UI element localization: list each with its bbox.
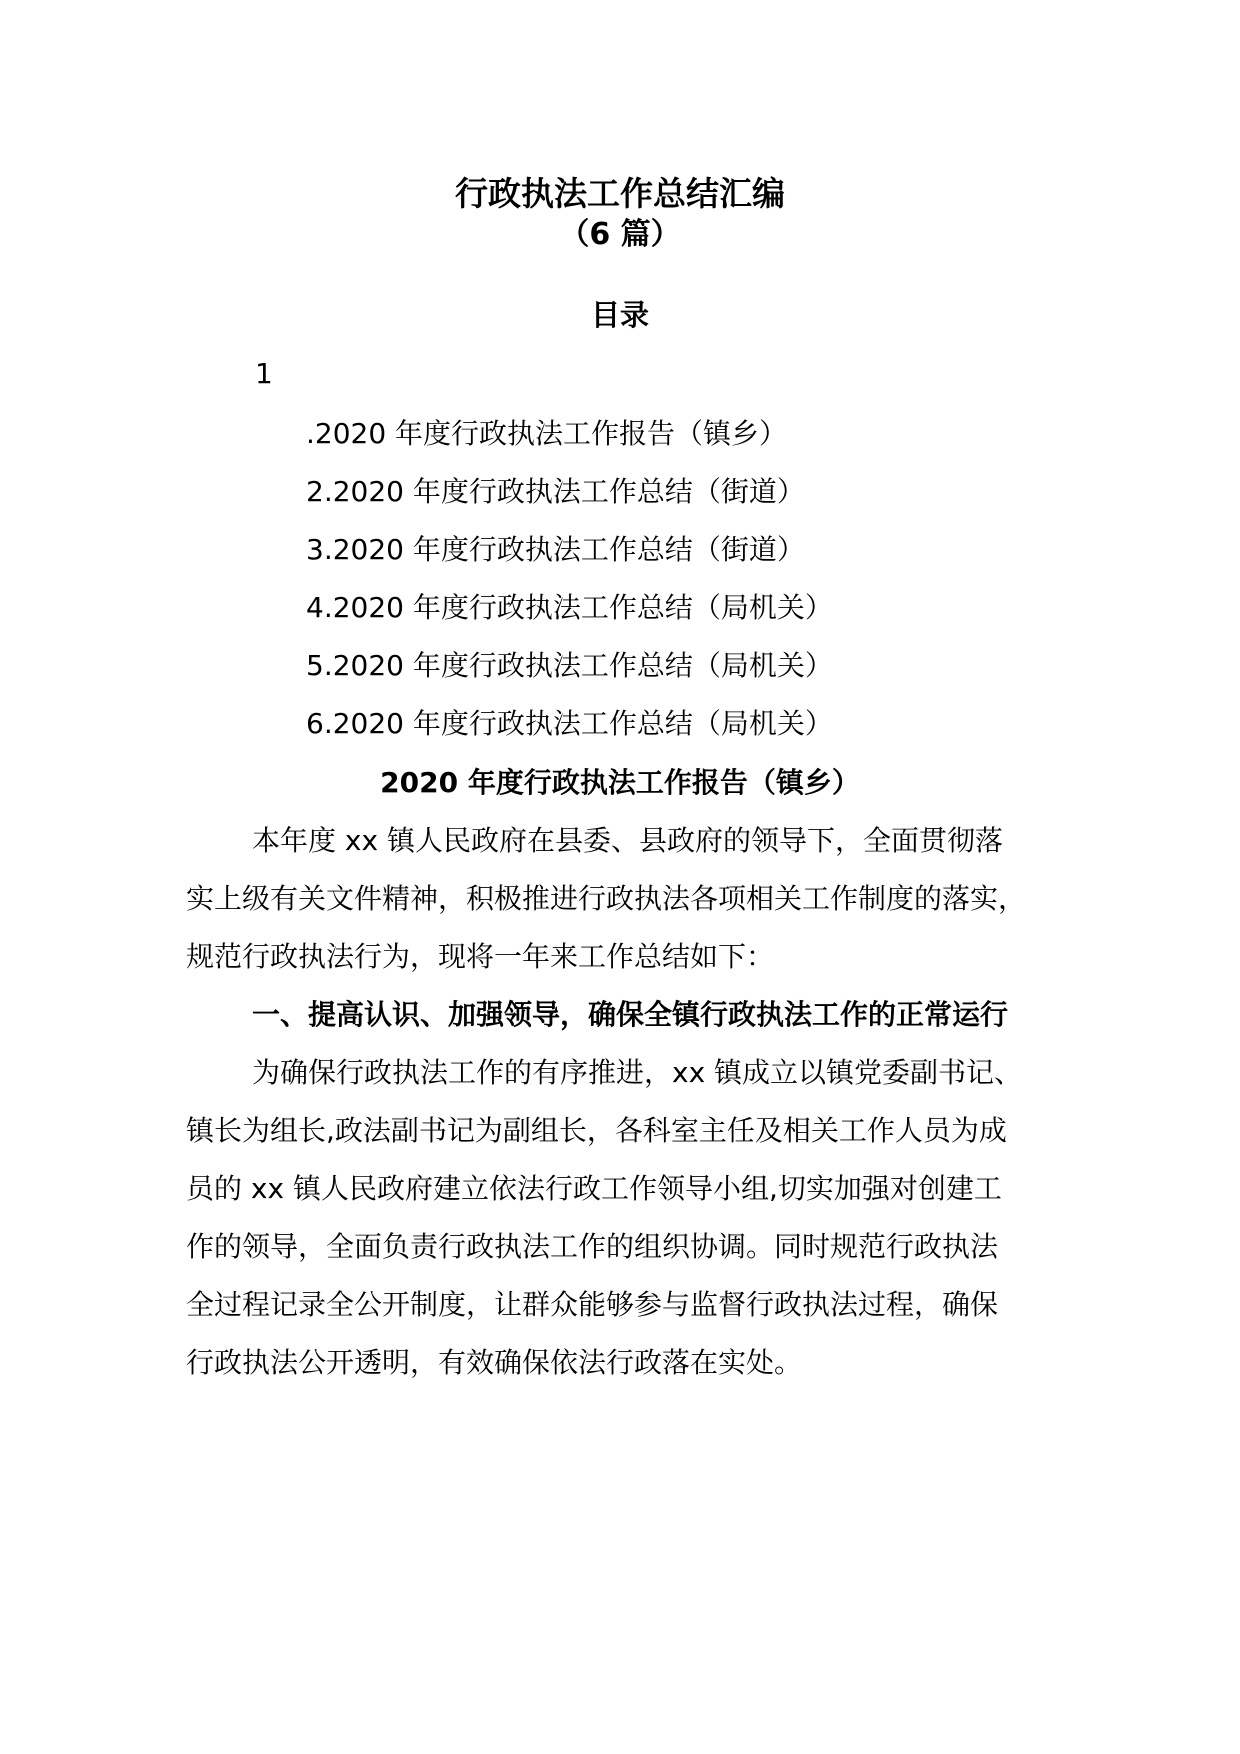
toc-item: 6.2020 年度行政执法工作总结（局机关） bbox=[306, 707, 833, 740]
intro-line: 本年度 xx 镇人民政府在县委、县政府的领导下，全面贯彻落 bbox=[252, 824, 1003, 857]
document-title: 行政执法工作总结汇编 bbox=[455, 174, 785, 213]
body-line: 行政执法公开透明，有效确保依法行政落在实处。 bbox=[186, 1346, 803, 1379]
document-subtitle: （6 篇） bbox=[559, 217, 681, 252]
toc-item: .2020 年度行政执法工作报告（镇乡） bbox=[306, 417, 788, 450]
body-line: 员的 xx 镇人民政府建立依法行政工作领导小组,切实加强对创建工 bbox=[186, 1172, 1002, 1205]
intro-line: 实上级有关文件精神，积极推进行政执法各项相关工作制度的落实， bbox=[186, 882, 1027, 915]
section-heading: 一、提高认识、加强领导，确保全镇行政执法工作的正常运行 bbox=[252, 998, 1009, 1031]
toc-item: 3.2020 年度行政执法工作总结（街道） bbox=[306, 533, 805, 566]
intro-line: 规范行政执法行为，现将一年来工作总结如下： bbox=[186, 940, 775, 973]
body-line: 为确保行政执法工作的有序推进，xx 镇成立以镇党委副书记、 bbox=[252, 1056, 1023, 1089]
toc-item: 5.2020 年度行政执法工作总结（局机关） bbox=[306, 649, 833, 682]
toc-number-line: 1 bbox=[255, 357, 273, 390]
body-line: 全过程记录全公开制度，让群众能够参与监督行政执法过程，确保 bbox=[186, 1288, 999, 1321]
toc-item: 4.2020 年度行政执法工作总结（局机关） bbox=[306, 591, 833, 624]
toc-item: 2.2020 年度行政执法工作总结（街道） bbox=[306, 475, 805, 508]
body-line: 作的领导，全面负责行政执法工作的组织协调。同时规范行政执法 bbox=[186, 1230, 999, 1263]
toc-heading: 目录 bbox=[590, 298, 649, 332]
body-line: 镇长为组长,政法副书记为副组长，各科室主任及相关工作人员为成 bbox=[186, 1114, 1007, 1147]
article-title: 2020 年度行政执法工作报告（镇乡） bbox=[380, 766, 860, 799]
